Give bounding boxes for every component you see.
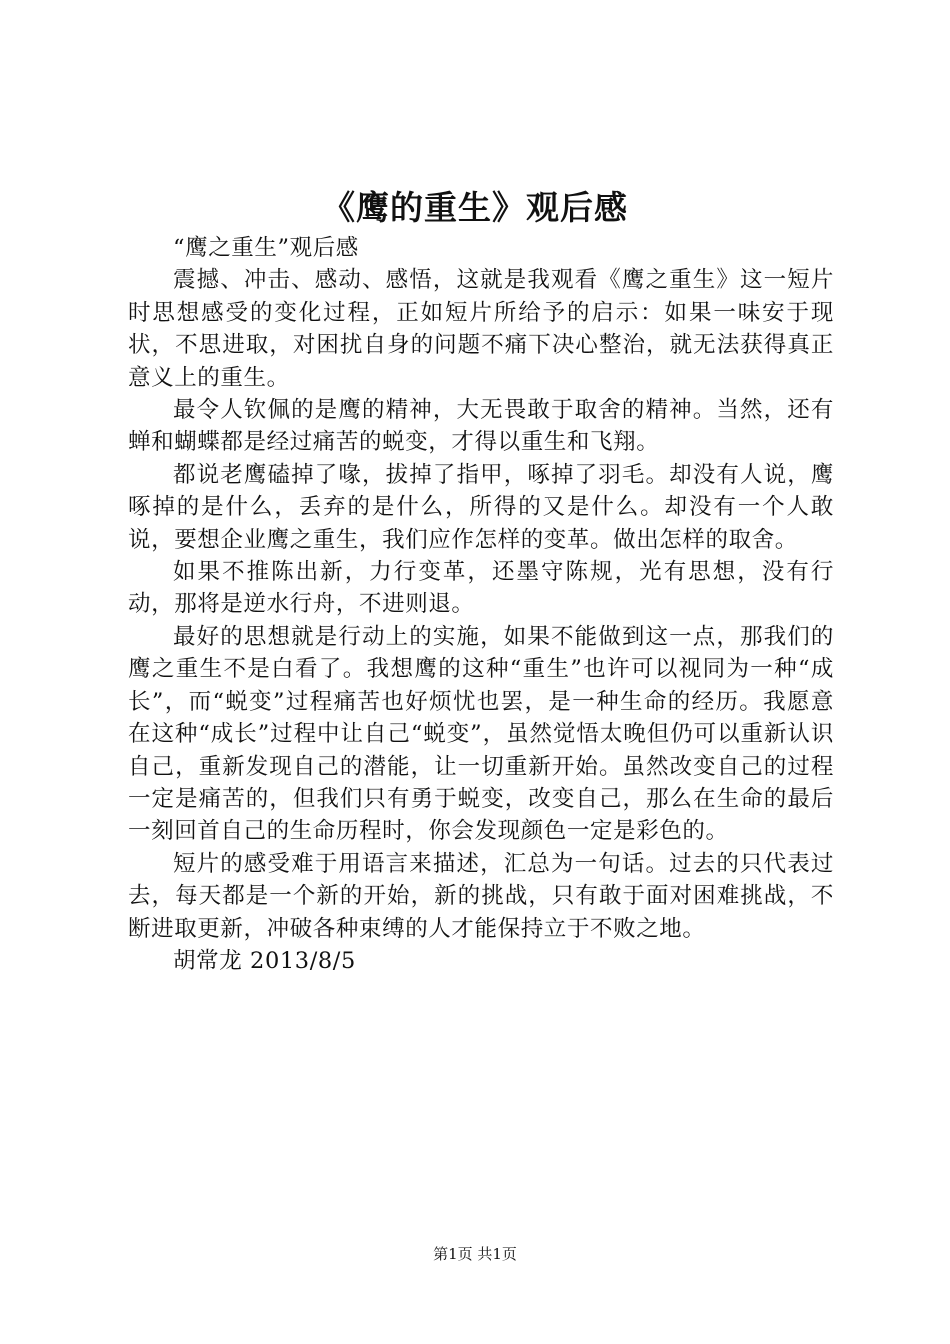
body-paragraph: 最令人钦佩的是鹰的精神，大无畏敢于取舍的精神。当然，还有蝉和蝴蝶都是经过痛苦的蜕变，才得以重生和飞翔。	[128, 397, 834, 456]
page-number-footer: 第1页 共1页	[433, 1245, 517, 1263]
document-title: 《鹰的重生》观后感	[322, 188, 628, 227]
body-paragraph: 震撼、冲击、感动、感悟，这就是我观看《鹰之重生》这一短片时思想感受的变化过程，正如短片所给予的启示：如果一味安于现状，不思进取，对困扰自身的问题不痛下决心整治，就无法获得真正意义上的重生。	[128, 267, 834, 391]
body-paragraph: 如果不推陈出新，力行变革，还墨守陈规，光有思想，没有行动，那将是逆水行舟，不进则退。	[128, 559, 834, 618]
body-paragraph: 最好的思想就是行动上的实施，如果不能做到这一点，那我们的鹰之重生不是白看了。我想鹰的这种“重生”也许可以视同为一种“成长”，而“蜕变”过程痛苦也好烦忧也罢，是一种生命的经历。我愿意在这种“成长”过程中让自己“蜕变”，虽然觉悟太晚但仍可以重新认识自己，重新发现自己的潜能，让一切重新开始。虽然改变自己的过程一定是痛苦的，但我们只有勇于蜕变，改变自己，那么在生命的最后一刻回首自己的生命历程时，你会发现颜色一定是彩色的。	[128, 623, 834, 845]
body-paragraph: 短片的感受难于用语言来描述，汇总为一句话。过去的只代表过去，每天都是一个新的开始，新的挑战，只有敢于面对困难挑战，不断进取更新，冲破各种束缚的人才能保持立于不败之地。	[128, 850, 834, 942]
document-body	[128, 232, 834, 977]
subtitle-paragraph: “鹰之重生”观后感	[173, 235, 359, 261]
body-paragraph: 都说老鹰磕掉了喙，拔掉了指甲，啄掉了羽毛。却没有人说，鹰啄掉的是什么，丢弃的是什么，所得的又是什么。却没有一个人敢说，要想企业鹰之重生，我们应作怎样的变革。做出怎样的取舍。	[128, 461, 834, 553]
signature-line: 胡常龙 2013/8/5	[173, 947, 356, 974]
